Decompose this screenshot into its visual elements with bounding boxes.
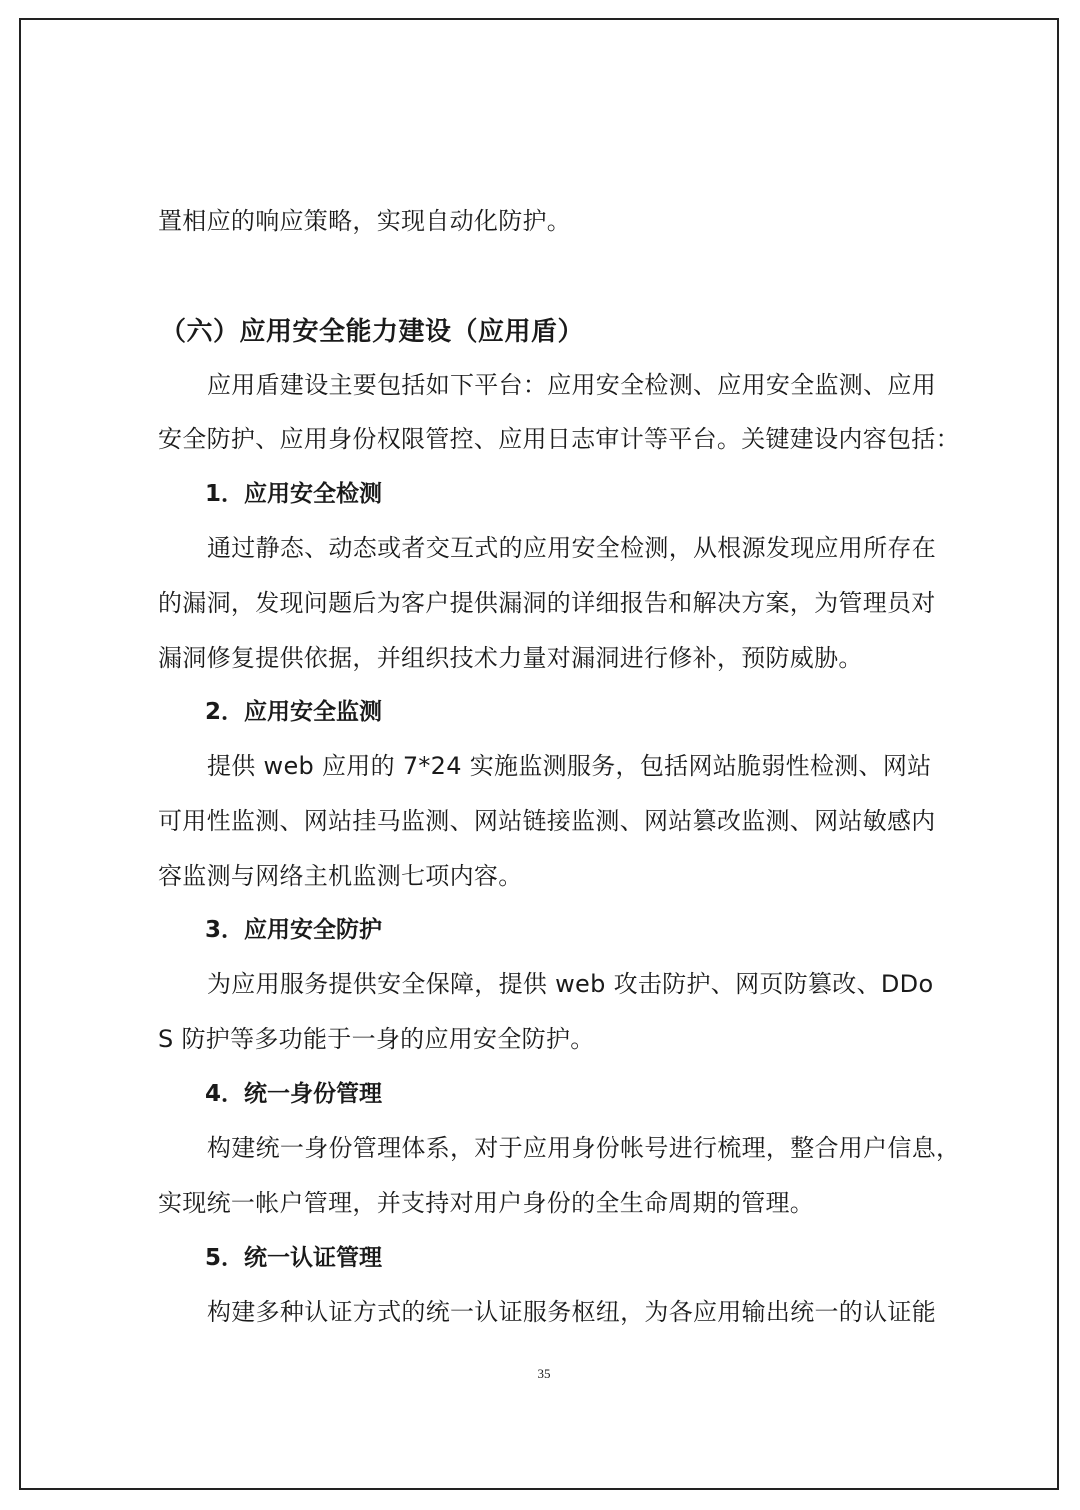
paragraph-line: 可用性监测、网站挂马监测、网站链接监测、网站篡改监测、网站敏感内 (158, 807, 936, 835)
subheading-1: 1．应用安全检测 (205, 481, 383, 507)
page-number: 35 (537, 1366, 551, 1381)
paragraph-line: 安全防护、应用身份权限管控、应用日志审计等平台。关键建设内容包括： (158, 425, 960, 453)
paragraph-line: 的漏洞，发现问题后为客户提供漏洞的详细报告和解决方案，为管理员对 (158, 589, 936, 617)
subheading-5: 5．统一认证管理 (205, 1245, 383, 1271)
paragraph-line: S 防护等多功能于一身的应用安全防护。 (158, 1025, 595, 1053)
paragraph-line: 容监测与网络主机监测七项内容。 (158, 862, 523, 890)
paragraph-line: 构建统一身份管理体系，对于应用身份帐号进行梳理，整合用户信息， (207, 1134, 961, 1162)
paragraph-line: 实现统一帐户管理，并支持对用户身份的全生命周期的管理。 (158, 1189, 815, 1217)
paragraph-line: 构建多种认证方式的统一认证服务枢纽，为各应用输出统一的认证能 (207, 1298, 936, 1326)
paragraph-line: 为应用服务提供安全保障，提供 web 攻击防护、网页防篡改、DDo (207, 970, 934, 998)
section-heading: （六）应用安全能力建设（应用盾） (160, 317, 585, 347)
paragraph-line: 漏洞修复提供依据，并组织技术力量对漏洞进行修补，预防威胁。 (158, 644, 863, 672)
paragraph-line: 提供 web 应用的 7*24 实施监测服务，包括网站脆弱性检测、网站 (207, 752, 932, 780)
paragraph-line: 置相应的响应策略，实现自动化防护。 (158, 207, 572, 235)
subheading-4: 4．统一身份管理 (205, 1081, 383, 1107)
subheading-2: 2．应用安全监测 (205, 699, 383, 725)
paragraph-line: 通过静态、动态或者交互式的应用安全检测，从根源发现应用所存在 (207, 534, 936, 562)
subheading-3: 3．应用安全防护 (205, 917, 383, 943)
paragraph-line: 应用盾建设主要包括如下平台：应用安全检测、应用安全监测、应用 (207, 371, 936, 399)
